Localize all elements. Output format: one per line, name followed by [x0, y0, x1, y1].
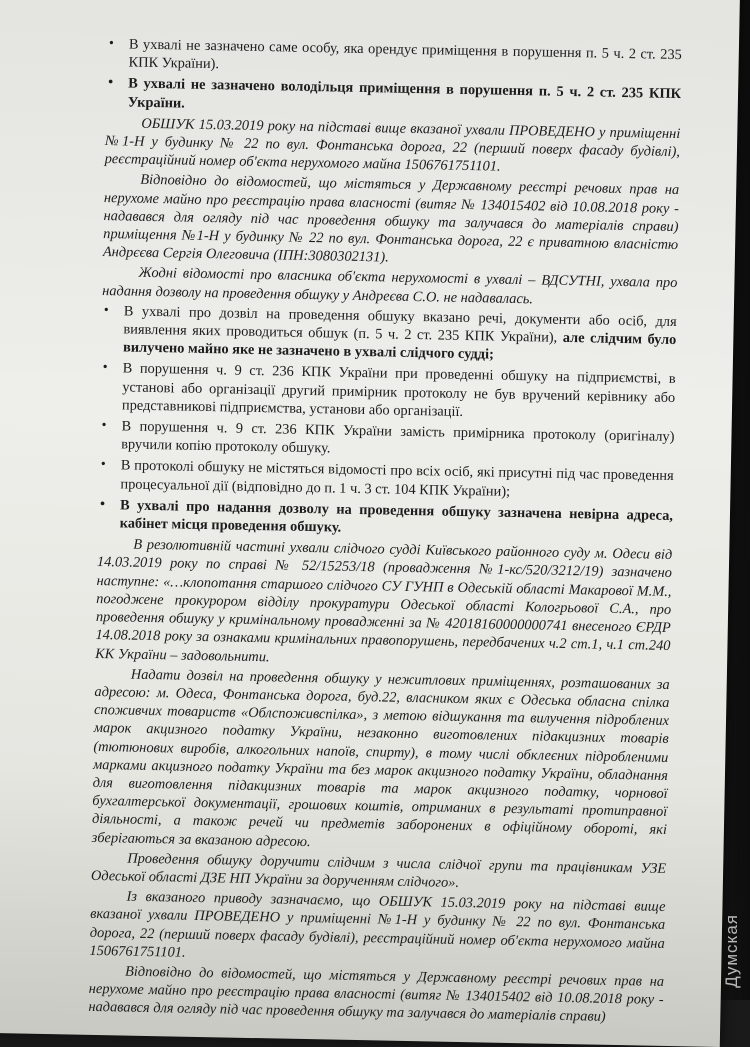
bullet-icon: •: [103, 302, 109, 318]
list-item: [100, 359, 676, 425]
list-item-bold-text: але слідчим було вилучено майно яке не зазначено в ухвалі слідчого судді;: [122, 329, 677, 363]
paragraph: Відповідно до відомостей, що містяться у Державному реєстрі речових прав на нерухоме майно про реєстрацію права власності (витяг № 134015402 від 10.08.2018 року - надавався для огляду під час проведення обшуку та залучався до матеріалів справи) приміщення №1-Н у будинку № 22 по вул. Фонтанська дорога, 22 є приватною власністю Андрєєва Сергія Олеговича (ІПН:3080302131).: [102, 172, 680, 266]
bullet-icon: •: [102, 360, 108, 376]
list-item: [101, 302, 677, 368]
list-item-text: В порушення ч. 9 ст. 236 КПК України при проведенні обшуку на підприємстві, в установі або організації другий примірник протоколу не був вручений керівнику або представникові підприємства, установи або організації.: [121, 360, 676, 420]
list-item-text: В порушення ч. 9 ст. 236 КПК України замість примірника протоколу (оригіналу) вручили копію протоколу обшуку.: [121, 418, 675, 457]
paragraph: ОБШУК 15.03.2019 року на підставі вище вказаної ухвали ПРОВЕДЕНО у приміщенні №1-Н у будинку № 22 по вул. Фонтанська дорога, 22 (перший поверх фасаду будівлі), реєстраційний номер об'єкта нерухомого майна 1506761751101.: [104, 115, 681, 175]
paragraph: Проведення обшуку доручити слідчим з числа слідчої групи та працівникам УЗЕ Одеської області ДЗЕ НП України за дорученням слідчого».: [90, 850, 667, 891]
paragraph: В резолютивній частині ухвали слідчого судді Київського районного суду м. Одеси від 14.03.2019 року по справі № 52/15253/18 (провадження №1-кс/520/3212/19) зазначено наступне: «…клопотання старшого слідчого СУ ГУНП в Одеській області Макарової М.М., погоджене прокурором відділу прокуратури Одеської області Кологрьової С.А., про проведення обшуку у кримінальному провадженні за № 42018160000000741 внесеного ЄРДР 14.08.2018 року за ознаками кримінальних правопорушень, передбачених ч.2 ст.1, ч.1 ст.240 КК України – задовольнити.: [95, 536, 673, 665]
bullet-icon: •: [101, 418, 107, 434]
paragraph: Із вказаного приводу зазначаємо, що ОБШУК 15.03.2019 року на підставі вище вказаної ухвали ПРОВЕДЕНО у приміщенні №1-Н у будинку № 22 по вул. Фонтанська дорога, 22 (перший поверх фасаду будівлі), реєстраційний номер об'єкта нерухомого майна 1506761751101.: [89, 888, 666, 961]
bullet-icon: •: [108, 75, 114, 91]
bullet-icon: •: [99, 496, 106, 512]
list-item-text: В ухвалі не зазначено володільця приміщення в порушення п. 5 ч. 2 ст. 235 КПК України.: [127, 75, 682, 112]
paragraph: Відповідно до відомостей, що містяться у Державному реєстрі речових прав на нерухоме майно про реєстрацію права власності (витяг № 134015402 від 10.08.2018 року - надавався для огляду під час проведення обшуку та залучався до матеріалів справи): [88, 963, 665, 1026]
list-item-text: В ухвалі не зазначено саме особу, яка орендує приміщення в порушення п. 5 ч. 2 ст. 235 КПК України).: [128, 36, 682, 73]
paragraph: Жодні відомості про власника об'єкта нерухомості в ухвалі – ВДСУТНІ, ухвала про надання дозволу на проведення обшуку у Андреєва С.О. не надавалась.: [102, 265, 678, 307]
document-body: [88, 35, 682, 1029]
list-item-text: В ухвалі про надання дозволу на проведення обшуку зазначена невірна адреса, кабінет місця проведення обшуку.: [119, 497, 674, 536]
list-item-text: В протоколі обшуку не містяться відомості про всіх осіб, які присутні під час проведення процесуальної дії (відповідно до п. 1 ч. 3 ст. 104 КПК України);: [120, 457, 674, 500]
bullet-icon: •: [100, 457, 106, 473]
list-item-text: В ухвалі про дозвіл на проведення обшуку вказано речі, документи або осіб, для виявлення яких проводиться обшук (п. 5 ч. 2 ст. 235 КПК України),: [123, 303, 677, 346]
bullet-icon: •: [108, 36, 114, 52]
watermark-logo: Думская: [722, 914, 741, 988]
paragraph: Надати дозвіл на проведення обшуку у нежитлових приміщеннях, розташованих за адресою: м. Одеса, Фонтанська дорога, буд.22, власником яких є Одеська обласна спілка споживчих товариств «Облспоживспілка», з метою відшукання та вилучення підроблених марок акцизного податку України, незаконно виготовлених підакцизних товарів (тютюнових виробів, алкогольних напоїв, спирту), в тому числі обклеєних підробленими марками акцизного податку України та без марок акцизного податку України, обладнання для виготовлення підакцизних товарів та марок акцизного податку, чорнової бухгалтерської документації, грошових коштів, отриманих в результаті протиправної діяльності, а також речей чи предметів заборонених в офіційному обороті, які зберігаються за вказаною адресою.: [91, 666, 670, 850]
